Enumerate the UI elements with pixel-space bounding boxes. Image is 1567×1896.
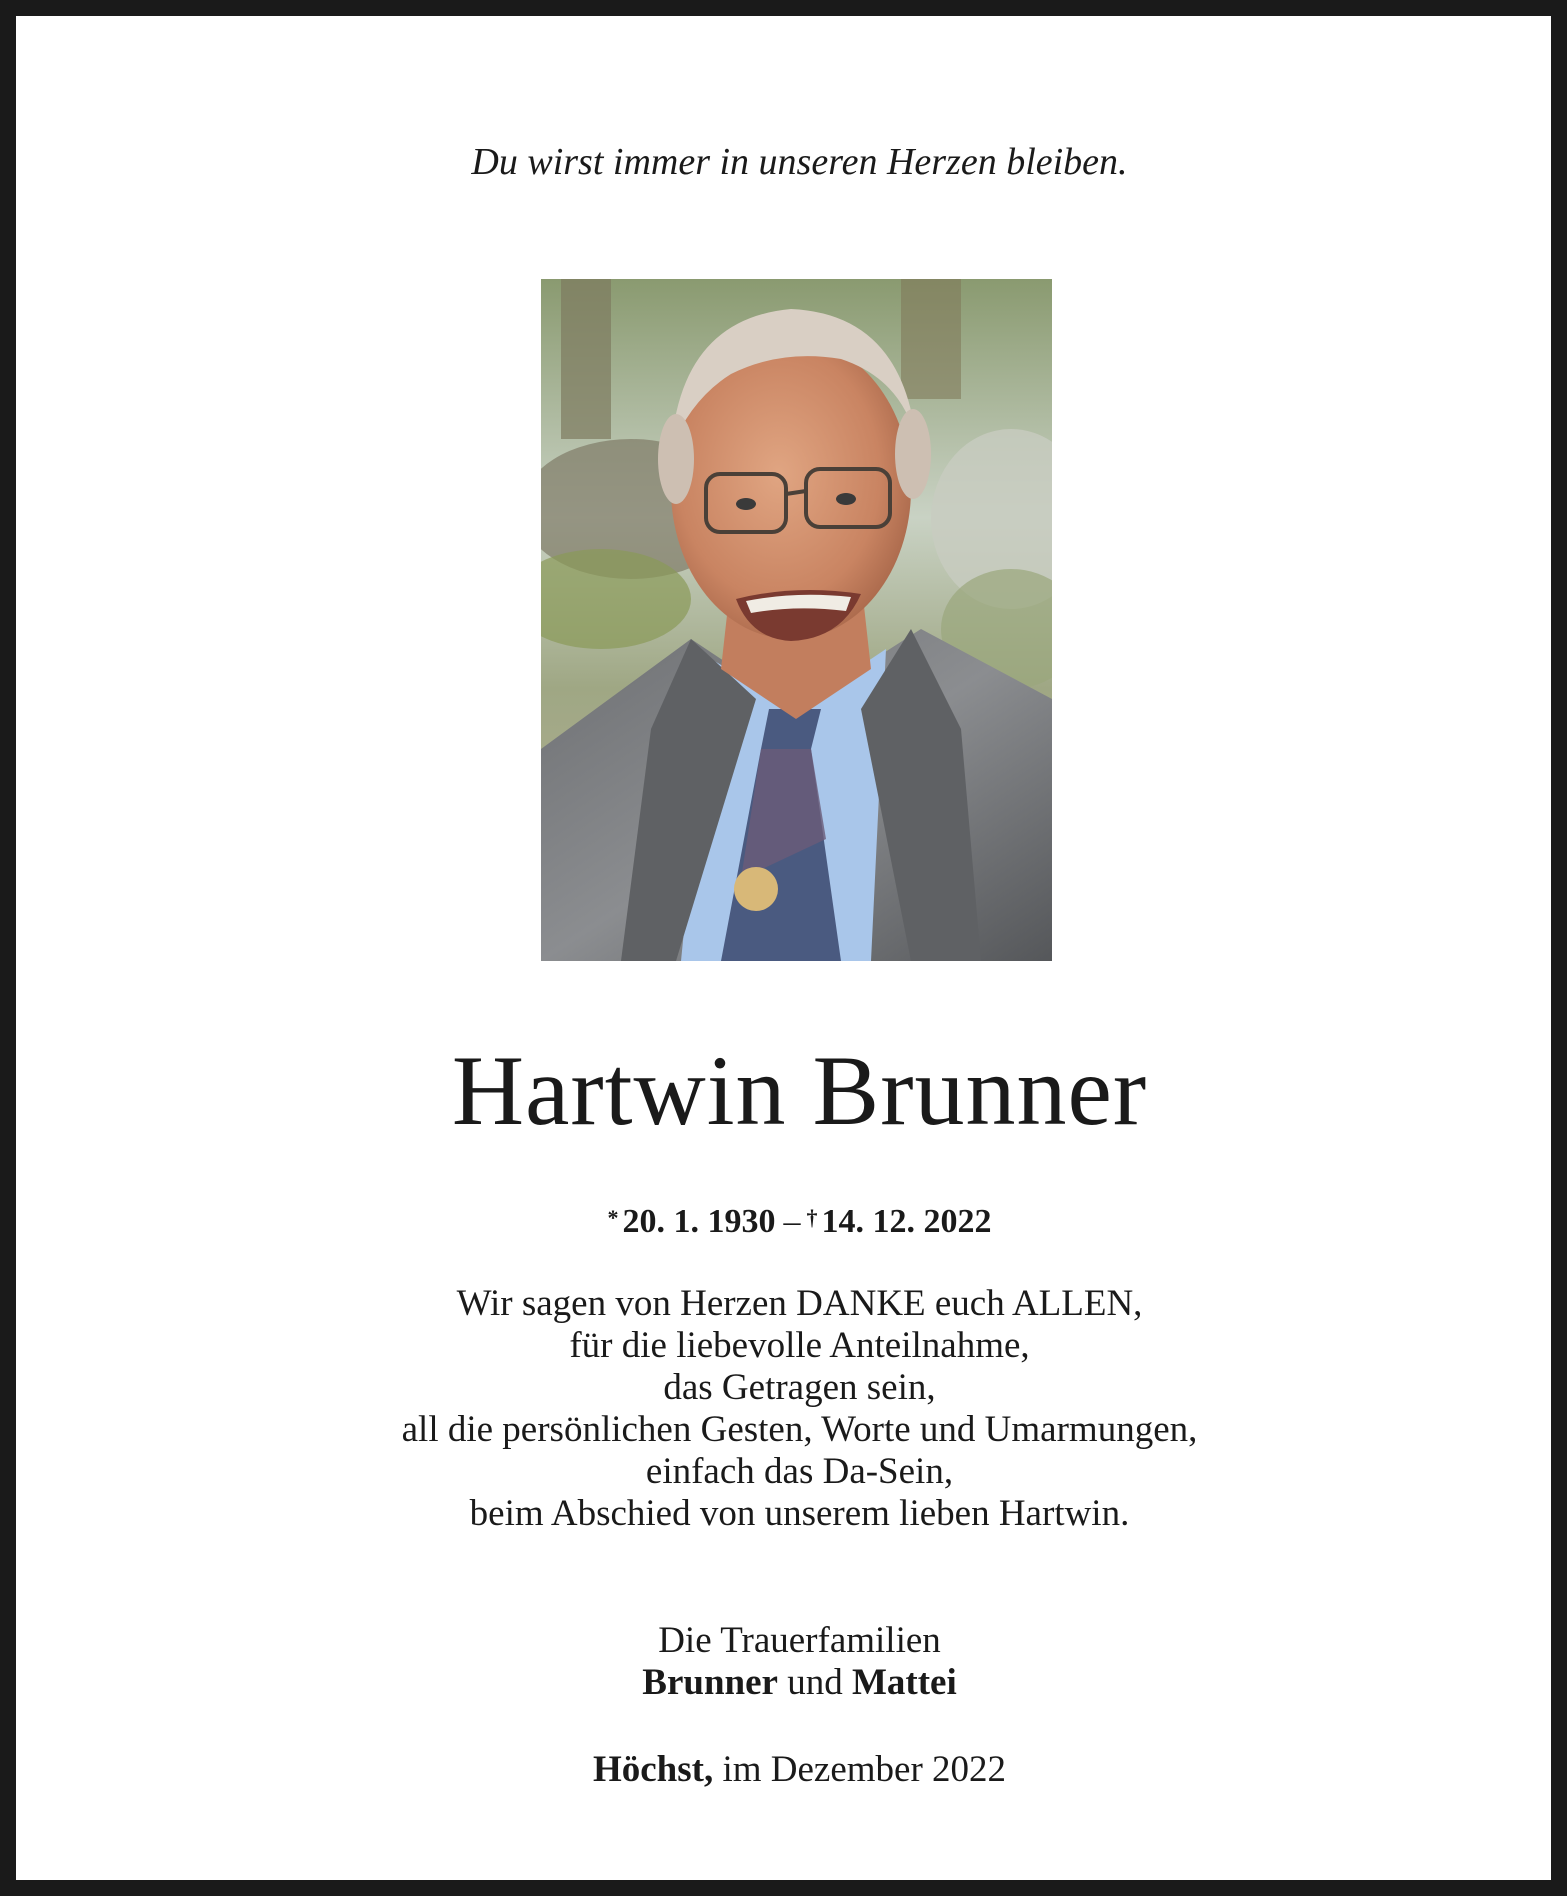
- death-date: 14. 12. 2022: [821, 1203, 992, 1240]
- birth-star-icon: *: [607, 1205, 619, 1230]
- death-cross-icon: †: [806, 1205, 818, 1230]
- portrait-photo: [541, 279, 1052, 961]
- place-date: im Dezember 2022: [722, 1749, 1007, 1790]
- thanks-line: einfach das Da-Sein,: [645, 1451, 954, 1492]
- family-names: [16, 1662, 1567, 1704]
- date-separator: –: [783, 1203, 801, 1240]
- place-and-date: [16, 1748, 1567, 1792]
- family-intro: Die Trauerfamilien: [658, 1620, 941, 1661]
- family-name-brunner: Brunner: [642, 1662, 778, 1703]
- thanks-line: beim Abschied von unserem lieben Hartwin.: [469, 1493, 1130, 1534]
- family-name-mattei: Mattei: [851, 1662, 957, 1703]
- life-dates: [16, 1200, 1567, 1244]
- thanks-line: all die persönlichen Gesten, Worte und Umarmungen,: [401, 1409, 1198, 1450]
- birth-date: 20. 1. 1930: [622, 1203, 776, 1240]
- family-signature: [16, 1620, 1567, 1704]
- thanks-line: Wir sagen von Herzen DANKE euch ALLEN,: [456, 1283, 1143, 1324]
- portrait-photo-icon: [541, 279, 1052, 961]
- deceased-name: Hartwin Brunner: [451, 1035, 1148, 1146]
- place-town: Höchst,: [592, 1749, 714, 1790]
- family-conjunction: und: [787, 1662, 843, 1703]
- motto-text: Du wirst immer in unseren Herzen bleiben.: [471, 141, 1128, 183]
- thanks-line: für die liebevolle Anteilnahme,: [569, 1325, 1030, 1366]
- thanks-line: das Getragen sein,: [663, 1367, 936, 1408]
- thanks-message: [16, 1283, 1567, 1535]
